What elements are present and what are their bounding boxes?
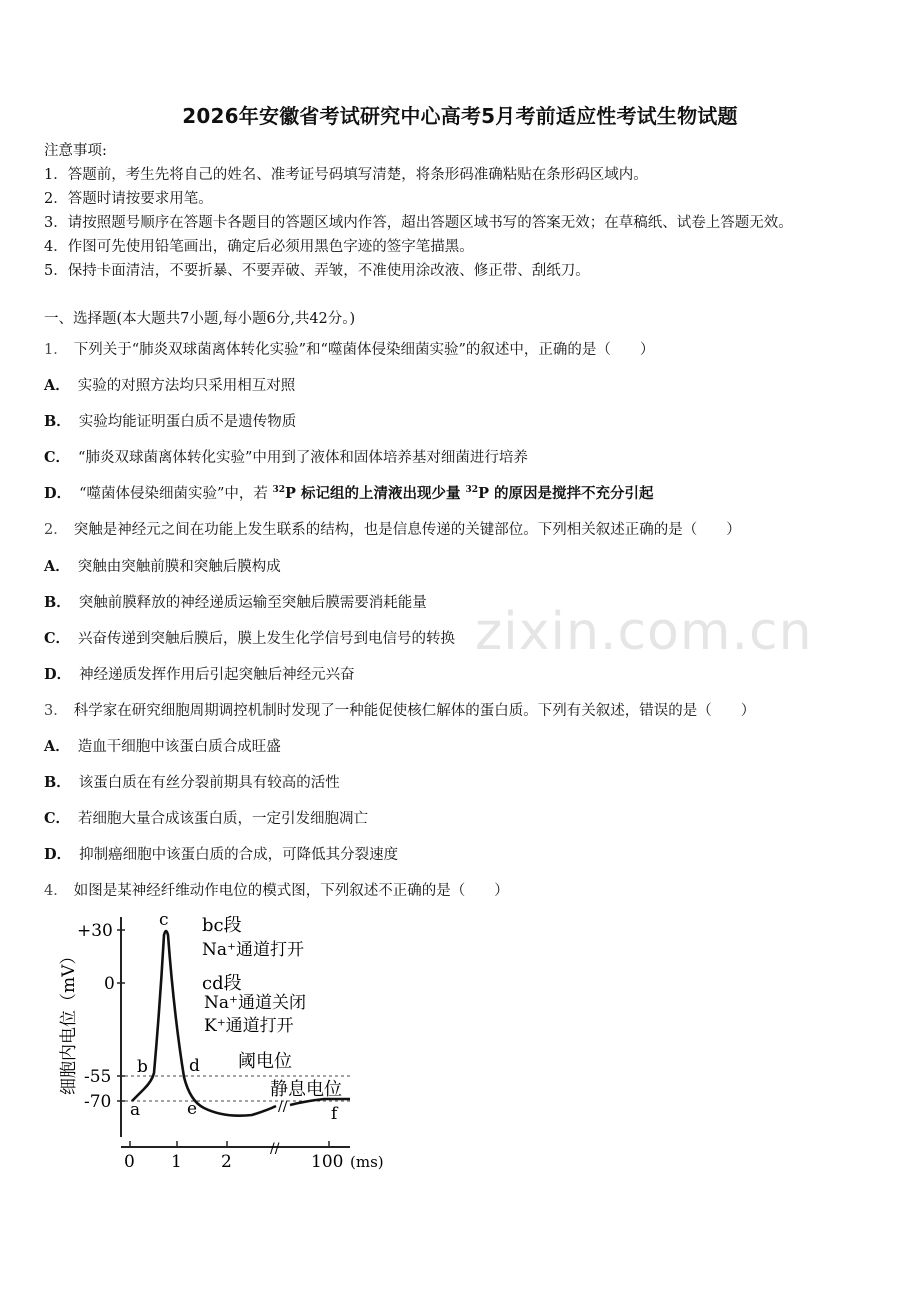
action-potential-figure	[44, 905, 414, 1179]
question-2-option-c[interactable]: C． 兴奋传递到突触后膜后，膜上发生化学信号到电信号的转换	[44, 630, 456, 647]
question-number: 2．	[44, 522, 68, 538]
point-label-f: f	[331, 1104, 338, 1124]
axis-break-mark: //	[270, 1141, 280, 1157]
notice-item-3: 3．请按照题号顺序在答题卡各题目的答题区域内作答，超出答题区域书写的答案无效；在草稿纸、试卷上答题无效。	[44, 215, 793, 231]
page-title: 2026年安徽省考试研究中心高考5月考前适应性考试生物试题	[182, 104, 738, 128]
notice-item-1: 1．答题前，考生先将自己的姓名、准考证号码填写清楚，将条形码准确粘贴在条形码区域内。	[44, 167, 648, 183]
y-tick-label: -55	[84, 1067, 112, 1087]
question-3-option-d[interactable]: D． 抑制癌细胞中该蛋白质的合成，可降低其分裂速度	[44, 846, 399, 863]
question-2-option-d[interactable]: D． 神经递质发挥作用后引起突触后神经元兴奋	[44, 666, 355, 683]
bc-segment-title: bc段	[202, 915, 242, 936]
cd-segment-title: cd段	[202, 973, 242, 994]
y-axis-label: 细胞内电位（mV）	[59, 947, 79, 1095]
question-1-option-b[interactable]: B． 实验均能证明蛋白质不是遗传物质	[44, 413, 297, 430]
cd-na-channel-note: Na⁺通道关闭	[204, 993, 306, 1013]
question-2-stem	[44, 518, 741, 539]
question-1-option-a[interactable]: A． 实验的对照方法均只采用相互对照	[44, 377, 296, 394]
y-tick-label: +30	[77, 921, 113, 941]
question-1-option-d[interactable]: D． “噬菌体侵染细菌实验”中，若 $^{32}$P 标记组的上清液出现少量 $^{32}$P 的原因是搅拌不充分引起	[44, 485, 654, 502]
section-heading: 一、选择题(本大题共7小题,每小题6分,共42分。)	[44, 311, 356, 327]
notice-item-5: 5．保持卡面清洁，不要折暴、不要弄破、弄皱，不准使用涂改液、修正带、刮纸刀。	[44, 263, 590, 279]
question-text: 下列关于“肺炎双球菌离体转化实验”和“噬菌体侵染细菌实验”的叙述中，正确的是（ ）	[73, 342, 655, 358]
question-3-option-b[interactable]: B． 该蛋白质在有丝分裂前期具有较高的活性	[44, 774, 340, 791]
question-3-option-a[interactable]: A． 造血干细胞中该蛋白质合成旺盛	[44, 738, 281, 755]
action-potential-diagram	[44, 905, 414, 1175]
notice-item-4: 4．作图可先使用铅笔画出，确定后必须用黑色字迹的签字笔描黑。	[44, 239, 474, 255]
point-label-c: c	[159, 910, 169, 930]
question-3-stem	[44, 699, 755, 720]
question-number: 1．	[44, 342, 68, 358]
question-number: 4．	[44, 883, 68, 899]
point-label-b: b	[137, 1057, 148, 1077]
x-tick-label: 100	[311, 1152, 344, 1172]
watermark: zixin.com.cn	[475, 602, 813, 662]
question-2-option-b[interactable]: B． 突触前膜释放的神经递质运输至突触后膜需要消耗能量	[44, 594, 427, 611]
y-tick-label: -70	[84, 1092, 112, 1112]
point-label-d: d	[189, 1056, 200, 1076]
question-2-option-a[interactable]: A． 突触由突触前膜和突触后膜构成	[44, 558, 281, 575]
bc-na-channel-note: Na⁺通道打开	[202, 940, 304, 960]
resting-potential-label: 静息电位	[270, 1079, 342, 1100]
cd-k-channel-note: K⁺通道打开	[204, 1016, 294, 1036]
question-3-option-c[interactable]: C． 若细胞大量合成该蛋白质，一定引发细胞凋亡	[44, 810, 369, 827]
question-4-stem	[44, 879, 509, 900]
notice-heading: 注意事项:	[44, 143, 107, 159]
x-tick-label: 0	[124, 1152, 135, 1172]
question-text: 如图是某神经纤维动作电位的模式图，下列叙述不正确的是（ ）	[73, 883, 509, 899]
curve-break-mark: //	[278, 1099, 288, 1115]
question-text: 突触是神经元之间在功能上发生联系的结构，也是信息传递的关键部位。下列相关叙述正确的是（ ）	[73, 522, 741, 538]
x-axis-unit: (ms)	[350, 1153, 384, 1171]
y-tick-label: 0	[104, 974, 115, 994]
question-number: 3．	[44, 703, 68, 719]
notice-item-2: 2．答题时请按要求用笔。	[44, 191, 213, 207]
threshold-label: 阈电位	[238, 1051, 292, 1072]
point-label-e: e	[187, 1099, 198, 1119]
x-tick-label: 2	[221, 1152, 232, 1172]
point-label-a: a	[130, 1100, 141, 1120]
question-1-stem	[44, 338, 654, 359]
x-tick-label: 1	[171, 1152, 182, 1172]
question-1-option-c[interactable]: C． “肺炎双球菌离体转化实验”中用到了液体和固体培养基对细菌进行培养	[44, 449, 528, 466]
question-text: 科学家在研究细胞周期调控机制时发现了一种能促使核仁解体的蛋白质。下列有关叙述，错误的是（ ）	[73, 703, 756, 719]
